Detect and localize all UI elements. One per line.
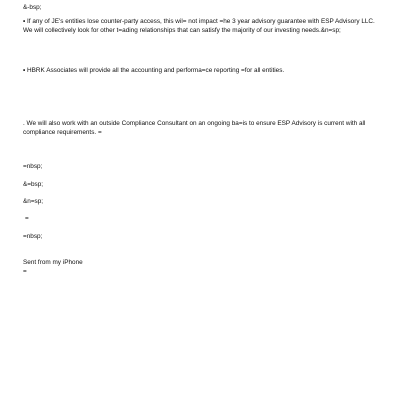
equals-line: =: [25, 215, 29, 222]
nbsp-line: &-bsp;: [23, 4, 42, 11]
nbsp-line: &=bsp;: [23, 181, 44, 188]
bullet-paragraph-guarantee: [23, 18, 383, 35]
bullet-dot: •: [23, 67, 26, 74]
nbsp-line: =nbsp;: [23, 163, 43, 170]
paragraph-compliance: [23, 120, 383, 137]
nbsp-line: &n=sp;: [23, 198, 44, 205]
bullet-dot: •: [23, 18, 26, 25]
equals-line: =: [23, 268, 27, 275]
nbsp-line: =nbsp;: [23, 233, 43, 240]
paragraph-text: HBRK Associates will provide all the accounting and performa=ce reporting =for all entities.: [27, 67, 285, 74]
email-signature: Sent from my iPhone: [23, 259, 83, 266]
paragraph-text: . We will also work with an outside Compliance Consultant on an ongoing ba=is to ensure ESP Advisory is current with all compliance requirements. =: [23, 120, 366, 136]
paragraph-text: If any of JE's entities lose counter-party access, this wil= not impact =he 3 year advisory guarantee with ESP Advisory LLC. We will collectively look for other t=ading relationships that can satisfy the majority of our investing needs.&n=sp;: [23, 18, 375, 34]
bullet-paragraph-accounting: [23, 67, 383, 76]
